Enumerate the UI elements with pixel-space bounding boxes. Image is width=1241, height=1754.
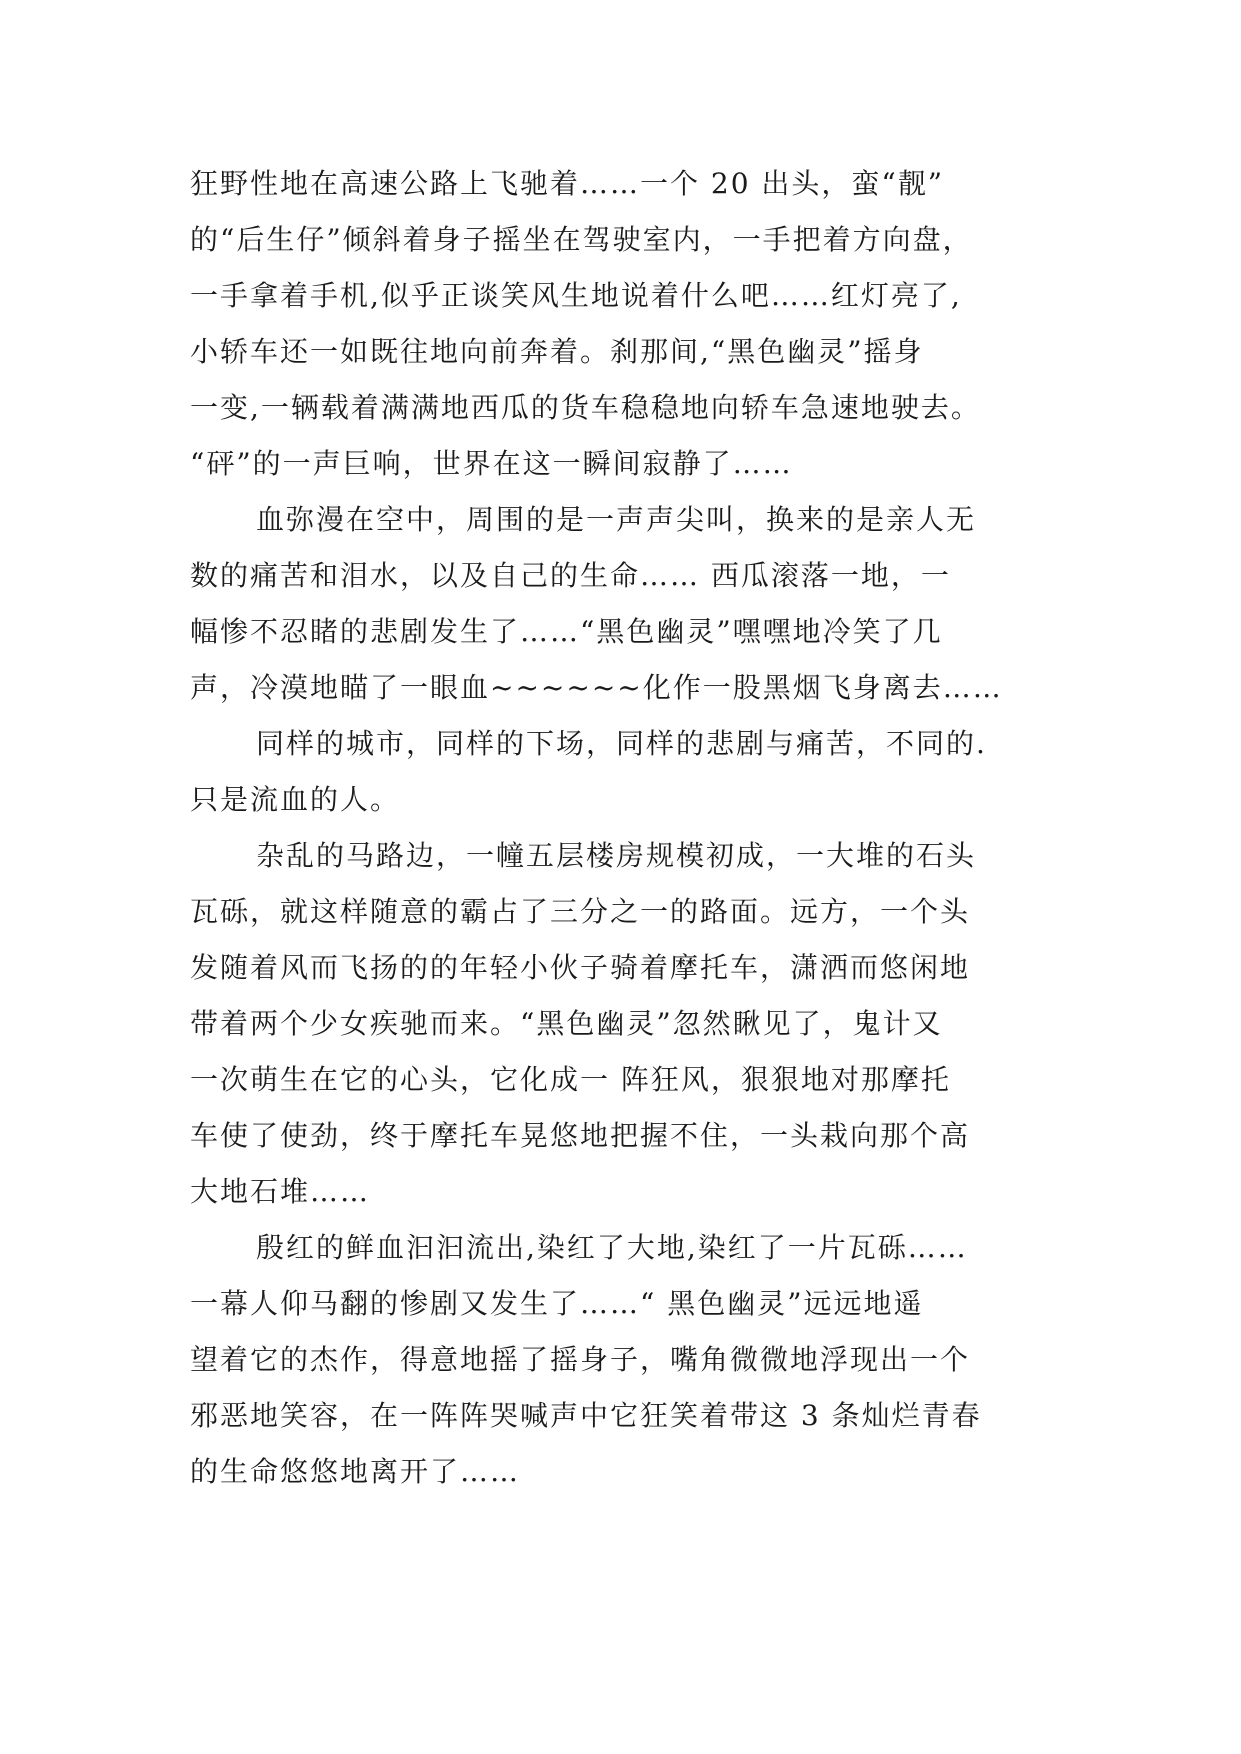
- paragraph-first-line: 杂乱的马路边，一幢五层楼房规模初成，一大堆的石头: [256, 839, 977, 872]
- text-line: 狂野性地在高速公路上飞驰着……一个 20 出头，蛮“靓”: [190, 167, 945, 200]
- text-line: 一变,一辆载着满满地西瓜的货车稳稳地向轿车急速地驶去。: [190, 391, 981, 424]
- text-line: 数的痛苦和泪水，以及自己的生命…… 西瓜滚落一地，一: [190, 559, 951, 592]
- text-line: 的“后生仔”倾斜着身子摇坐在驾驶室内，一手把着方向盘，: [190, 223, 973, 256]
- text-line: 望着它的杰作，得意地摇了摇身子，嘴角微微地浮现出一个: [190, 1343, 971, 1376]
- body-text: [190, 156, 1090, 1500]
- text-line: 幅惨不忍睹的悲剧发生了……“黑色幽灵”嘿嘿地冷笑了几: [190, 615, 943, 648]
- text-line: 一手拿着手机,似乎正谈笑风生地说着什么吧……红灯亮了,: [190, 279, 962, 312]
- text-line: 大地石堆……: [190, 1175, 371, 1208]
- text-line: 带着两个少女疾驰而来。“黑色幽灵”忽然瞅见了，鬼计又: [190, 1007, 943, 1040]
- text-line: 车使了使劲，终于摩托车晃悠地把握不住，一头栽向那个高: [190, 1119, 971, 1152]
- text-line: 只是流血的人。: [190, 783, 401, 816]
- text-line: 邪恶地笑容，在一阵阵哭喊声中它狂笑着带这 3 条灿烂青春: [190, 1399, 982, 1432]
- text-line: 声，冷漠地瞄了一眼血~~~~~~化作一股黑烟飞身离去……: [190, 671, 1003, 704]
- paragraph-first-line: 同样的城市，同样的下场，同样的悲剧与痛苦，不同的.: [256, 727, 987, 760]
- text-line: “砰”的一声巨响，世界在这一瞬间寂静了……: [190, 447, 793, 480]
- paragraph-first-line: 血弥漫在空中，周围的是一声声尖叫，换来的是亲人无: [256, 503, 977, 536]
- text-line: 一幕人仰马翻的惨剧又发生了……“ 黑色幽灵”远远地遥: [190, 1287, 924, 1320]
- text-line: 发随着风而飞扬的的年轻小伙子骑着摩托车，潇洒而悠闲地: [190, 951, 971, 984]
- text-line: 一次萌生在它的心头，它化成一 阵狂风，狠狠地对那摩托: [190, 1063, 951, 1096]
- text-line: 瓦砾，就这样随意的霸占了三分之一的路面。远方，一个头: [190, 895, 971, 928]
- paragraph-first-line: 殷红的鲜血汩汩流出,染红了大地,染红了一片瓦砾……: [256, 1231, 968, 1264]
- text-line: 的生命悠悠地离开了……: [190, 1455, 521, 1488]
- text-line: 小轿车还一如既往地向前奔着。刹那间,“黑色幽灵”摇身: [190, 335, 924, 368]
